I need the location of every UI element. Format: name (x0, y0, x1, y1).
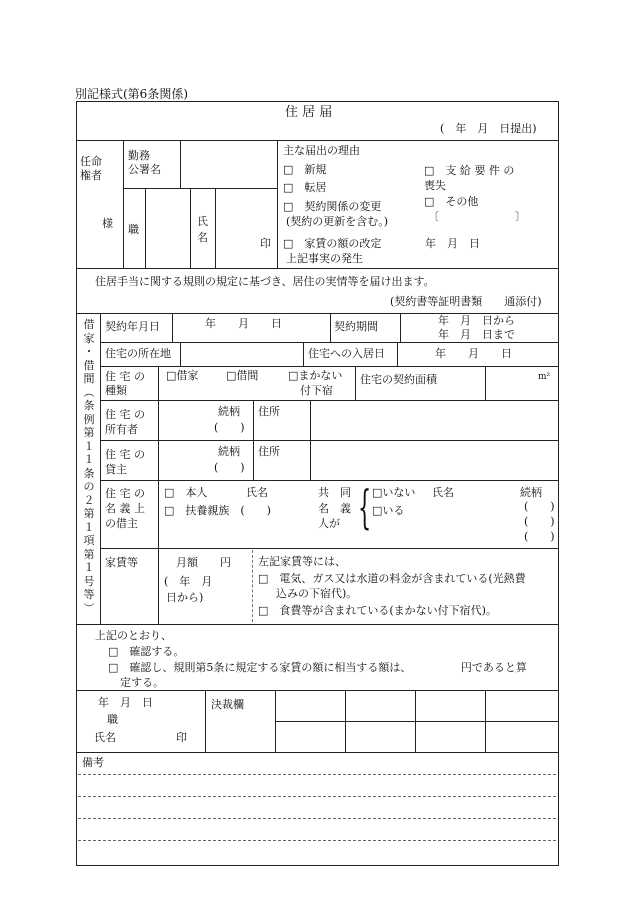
reason-other-checkbox[interactable]: □ その他 (424, 195, 479, 208)
side-label-char: ２ (83, 493, 95, 507)
owner-label-2: 所有者 (105, 423, 138, 436)
confirm-intro: 上記のとおり、 (95, 629, 172, 642)
joint-relation-label: 続柄 (520, 486, 542, 499)
appointer-label-2: 権者 (80, 169, 102, 182)
owner-relation-label: 続柄 (218, 405, 240, 418)
post-label: 職 (128, 223, 139, 236)
appointer-name-field[interactable] (216, 189, 276, 267)
contract-date-field[interactable]: 年 月 日 (205, 317, 282, 330)
side-label-char: 借 (83, 358, 95, 372)
nominee-dependent-checkbox[interactable]: □ 扶養親族 ( ) (164, 504, 271, 517)
bracket-open: 〔 (428, 210, 439, 223)
utilities-note: 込みの下宿代)。 (276, 587, 358, 600)
type-house-checkbox[interactable]: □借家 (166, 369, 199, 382)
lessor-name-field[interactable] (159, 441, 214, 479)
area-unit: m² (538, 372, 551, 382)
reason-new-checkbox[interactable]: □ 新規 (283, 163, 327, 176)
side-label-char: の (83, 480, 95, 493)
lessor-address-label: 住所 (258, 445, 280, 458)
owner-label-1: 住 宅 の (105, 408, 145, 421)
rent-from-date-1[interactable]: ( 年 月 (164, 575, 213, 588)
approval-name-label: 氏名 (94, 731, 116, 744)
approval-post-label: 職 (107, 713, 118, 726)
side-label-char: 等 (83, 588, 95, 601)
contract-date-label: 契約年月日 (105, 320, 160, 333)
meals-checkbox[interactable]: □ 食費等が含まれている(まかない付下宿代)。 (258, 604, 497, 617)
type-label-1: 住 宅 の (105, 370, 145, 383)
approval-date[interactable]: 年 月 日 (98, 696, 153, 709)
reason-move-checkbox[interactable]: □ 転居 (283, 181, 327, 194)
remarks-label: 備考 (82, 756, 104, 769)
utilities-checkbox[interactable]: □ 電気、ガス又は水道の料金が含まれている(光熱費 (258, 572, 526, 585)
type-boarding-checkbox[interactable]: □まかない (288, 369, 343, 382)
nominee-name-label: 氏名 (246, 486, 268, 499)
occurrence-date[interactable]: 年 月 日 (425, 237, 480, 250)
side-label-char: 項 (83, 534, 95, 547)
side-label-char: １ (83, 453, 95, 466)
lessor-address-field[interactable] (311, 441, 556, 479)
joint-relation-field-1[interactable]: ( ) (524, 500, 555, 513)
reason-other-field[interactable] (442, 211, 512, 225)
side-label-char: １ (83, 520, 95, 534)
lessor-relation-field[interactable]: ( ) (214, 461, 245, 474)
lessor-label-2: 貸主 (105, 463, 127, 476)
side-label-char: 間 (83, 372, 95, 385)
confirm-calc-note: 定する。 (120, 676, 164, 689)
attachment-note: (契約書等証明書類 通添付) (390, 295, 542, 308)
side-label-char: 借 (83, 318, 95, 331)
side-label-char: １ (83, 561, 95, 574)
reason-contract-note: (契約の更新を含む。) (286, 215, 389, 228)
reason-loss-checkbox[interactable]: □ 支 給 要 件 の (424, 164, 515, 177)
owner-address-field[interactable] (311, 401, 556, 439)
reasons-heading: 主な届出の理由 (283, 144, 360, 157)
move-in-label: 住宅への入居日 (308, 347, 385, 360)
reason-loss-label: 喪失 (424, 179, 446, 192)
occurrence-label: 上記事実の発生 (286, 252, 363, 265)
remarks-field[interactable] (78, 775, 556, 863)
rent-label: 家賃等 (105, 556, 138, 569)
nominee-self-checkbox[interactable]: □ 本人 (164, 486, 208, 499)
name-label-1: 氏 (197, 215, 208, 228)
joint-relation-field-3[interactable]: ( ) (524, 530, 555, 543)
type-room-checkbox[interactable]: □借間 (226, 369, 259, 382)
joint-label-1: 共 同 (318, 486, 351, 499)
name-label-2: 名 (197, 231, 208, 244)
nominee-label-1: 住 宅 の (105, 487, 145, 500)
lessor-label-1: 住 宅 の (105, 448, 145, 461)
joint-name-label: 氏名 (432, 486, 454, 499)
contract-period-to[interactable]: 年 月 日まで (438, 328, 515, 341)
move-in-date-field[interactable]: 年 月 日 (435, 347, 512, 360)
dept-label-1: 勤務 (128, 149, 150, 162)
side-label-char: 条 (83, 399, 95, 412)
joint-exists-checkbox[interactable]: □いる (372, 504, 405, 517)
confirm-checkbox[interactable]: □ 確認する。 (108, 645, 185, 658)
appointer-seal: 印 (260, 237, 271, 250)
lessor-relation-label: 続柄 (218, 445, 240, 458)
joint-label-2: 名 義 (318, 502, 351, 515)
appointer-sama: 様 (102, 217, 113, 230)
form-caption: 別記様式(第6条関係) (75, 87, 188, 101)
type-label-2: 種類 (105, 384, 127, 397)
appointer-label-1: 任命 (80, 155, 102, 168)
submission-date[interactable]: ( 年 月 日提出) (440, 122, 537, 135)
post-field[interactable] (146, 189, 189, 267)
nominee-label-2: 名 義 上 (105, 502, 145, 515)
decision-label: 決裁欄 (211, 698, 244, 711)
owner-address-label: 住所 (258, 405, 280, 418)
joint-relation-field-2[interactable]: ( ) (524, 515, 555, 528)
reason-rent-change-checkbox[interactable]: □ 家賃の額の改定 (283, 237, 382, 250)
confirm-calc-checkbox[interactable]: □ 確認し、規則第5条に規定する家賃の額に相当する額は、 円であると算 (108, 661, 527, 674)
contract-area-label: 住宅の契約面積 (360, 373, 437, 386)
side-label-char: 号 (83, 574, 95, 588)
approval-seal: 印 (176, 731, 187, 744)
side-label-char: 家 (83, 331, 95, 345)
side-label-char: ︶ (83, 601, 95, 615)
nominee-label-3: の借主 (105, 517, 138, 530)
side-label-char: 第 (83, 507, 95, 520)
dept-field[interactable] (181, 141, 276, 187)
reason-contract-checkbox[interactable]: □ 契約関係の変更 (283, 200, 382, 213)
side-label-char: １ (83, 439, 95, 453)
contract-period-from[interactable]: 年 月 日から (438, 314, 515, 327)
location-label: 住宅の所在地 (105, 347, 171, 360)
side-label-char: 条 (83, 466, 95, 480)
side-label-char: 例 (83, 412, 95, 426)
declaration-text: 住居手当に関する規則の規定に基づき、居住の実情等を届け出ます。 (95, 275, 435, 288)
decision-cell[interactable] (276, 691, 344, 720)
side-label-char: 第 (83, 426, 95, 439)
joint-label-3: 人が (318, 517, 340, 530)
monthly-rent-field[interactable]: 月額 円 (176, 556, 231, 569)
rent-from-date-2: 日から) (166, 591, 204, 604)
location-field[interactable] (181, 343, 302, 365)
type-boarding-label: 付下宿 (300, 384, 333, 397)
brace-icon: { (358, 480, 372, 534)
dept-label-2: 公署名 (128, 163, 161, 176)
joint-none-checkbox[interactable]: □いない (372, 486, 416, 499)
owner-name-field[interactable] (159, 401, 214, 439)
side-label-char: ︵ (83, 385, 95, 399)
side-label-char: 第 (83, 547, 95, 561)
bracket-close: 〕 (515, 210, 526, 223)
side-label-char: ・ (83, 345, 95, 358)
contract-period-label: 契約期間 (334, 320, 378, 333)
owner-relation-field[interactable]: ( ) (214, 421, 245, 434)
form-title: 住 居 届 (285, 105, 333, 120)
left-rent-text: 左記家賃等には、 (258, 555, 346, 568)
